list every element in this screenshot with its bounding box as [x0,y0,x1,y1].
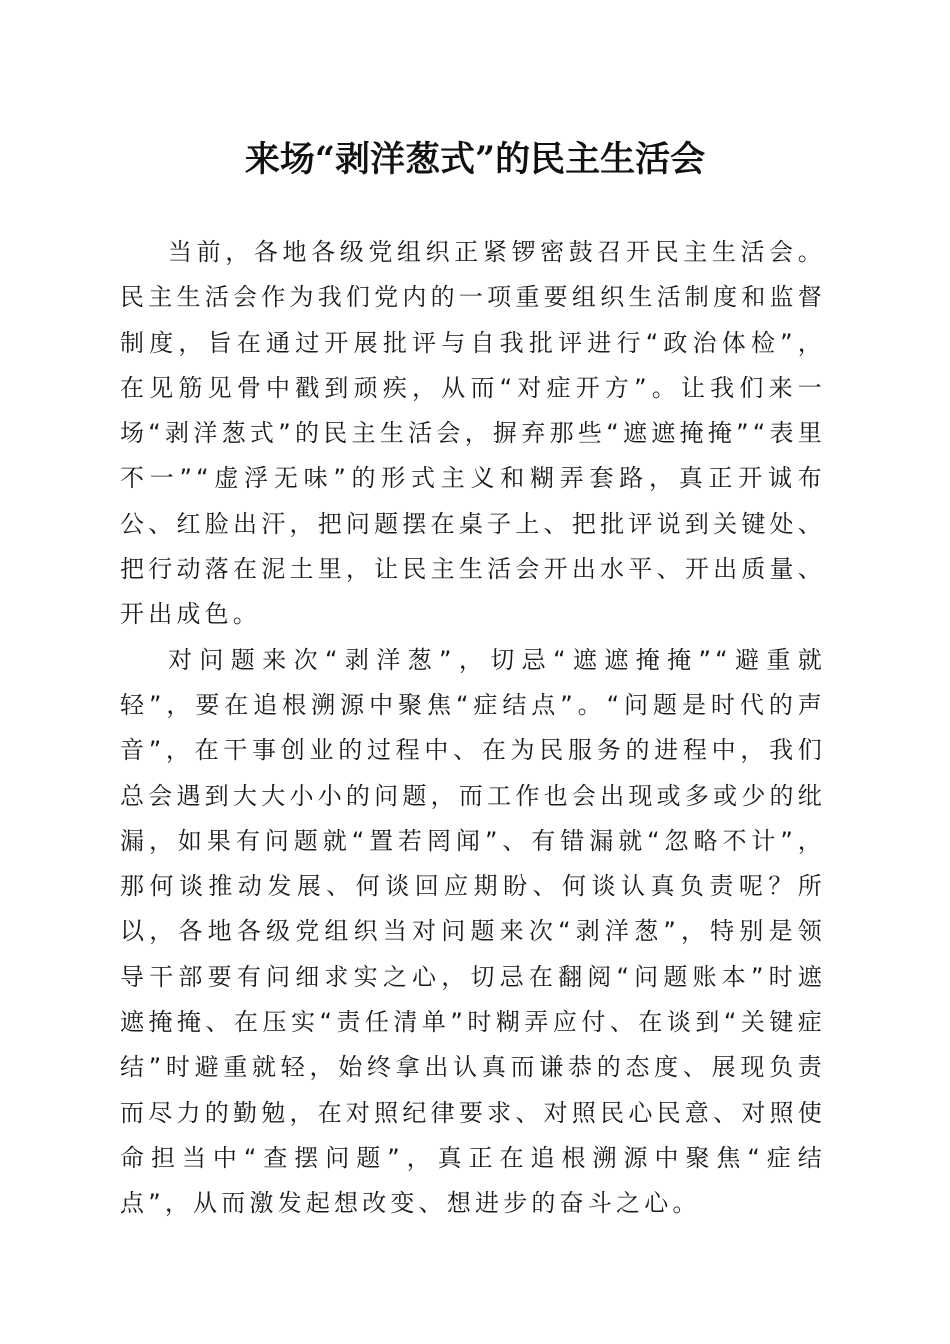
paragraph-1: 当前，各地各级党组织正紧锣密鼓召开民主生活会。民主生活会作为我们党内的一项重要组织生活制度和监督制度，旨在通过开展批评与自我批评进行“政治体检”，在见筋见骨中戳到顽疾，从而“对症开方”。让我们来一场“剥洋葱式”的民主生活会，摒弃那些“遮遮掩掩”“表里不一”“虚浮无味”的形式主义和糊弄套路，真正开诚布公、红脸出汗，把问题摆在桌子上、把批评说到关键处、把行动落在泥土里，让民主生活会开出水平、开出质量、开出成色。 [120,238,826,629]
document-body [120,230,826,1227]
document-title: 来场“剥洋葱式”的民主生活会 [244,139,706,180]
paragraph-2: 对问题来次“剥洋葱”，切忌“遮遮掩掩”“避重就轻”，要在追根溯源中聚焦“症结点”。“问题是时代的声音”，在干事创业的过程中、在为民服务的进程中，我们总会遇到大大小小的问题，而工作也会出现或多或少的纰漏，如果有问题就“置若罔闻”、有错漏就“忽略不计”，那何谈推动发展、何谈回应期盼、何谈认真负责呢？所以，各地各级党组织当对问题来次“剥洋葱”，特别是领导干部要有问细求实之心，切忌在翻阅“问题账本”时遮遮掩掩、在压实“责任清单”时糊弄应付、在谈到“关键症结”时避重就轻，始终拿出认真而谦恭的态度、展现负责而尽力的勤勉，在对照纪律要求、对照民心民意、对照使命担当中“查摆问题”，真正在追根溯源中聚焦“症结点”，从而激发起想改变、想进步的奋斗之心。 [120,645,826,1218]
